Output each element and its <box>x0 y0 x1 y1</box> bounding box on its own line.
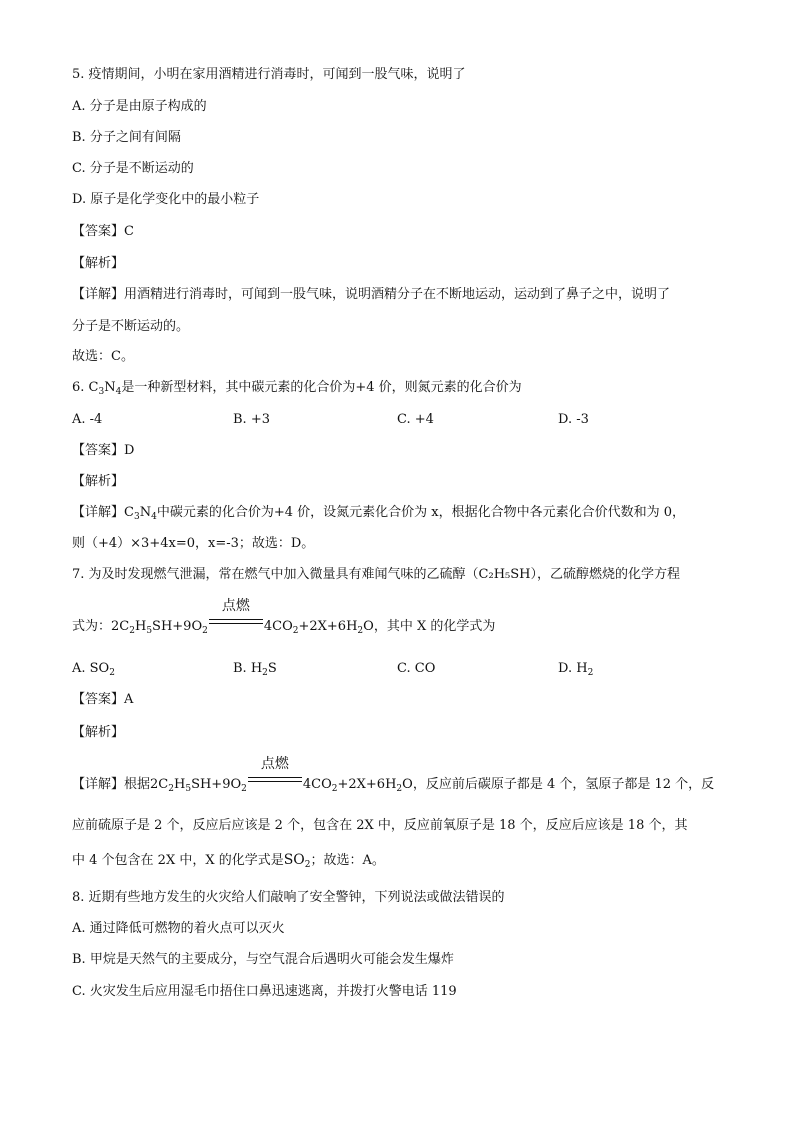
answer-value: A <box>124 692 134 707</box>
q5-option-a: A. 分子是由原子构成的 <box>72 99 207 114</box>
answer-tag: 【答案】 <box>72 224 125 239</box>
q7-answer <box>72 692 133 708</box>
q7-detail-line3 <box>72 852 385 869</box>
subscript: 5 <box>146 626 153 636</box>
q5-option-b: B. 分子之间有间隔 <box>72 130 181 145</box>
subscript: 2 <box>109 668 115 678</box>
answer-tag: 【答案】 <box>72 692 125 707</box>
q5-analysis-tag: 【解析】 <box>72 256 125 271</box>
chemical-equation <box>111 598 374 636</box>
eq-text: 2C <box>150 777 169 792</box>
subscript: 2 <box>331 784 338 794</box>
element-symbol: N <box>139 505 152 520</box>
q5-option-d: D. 原子是化学变化中的最小粒子 <box>72 192 260 207</box>
answer-value: C <box>124 224 134 239</box>
subscript: 2 <box>396 784 403 794</box>
detail-text: 中碳元素的化合价为+4 价，设氮元素化合价为 x，根据化合物中各元素化合价代数和为 0， <box>156 505 685 520</box>
chemical-equation <box>150 756 413 794</box>
q7-option-b <box>233 661 277 677</box>
q5-detail-line2: 分子是不断运动的。 <box>72 319 190 334</box>
option-label: A. SO <box>72 661 110 676</box>
eq-text: H <box>173 777 186 792</box>
detail-text: 用酒精进行消毒时，可闻到一股气味，说明酒精分子在不断地运动，运动到了鼻子之中，说明了 <box>124 287 671 302</box>
answer-tag: 【答案】 <box>72 443 125 458</box>
option-label: C. CO <box>397 661 436 676</box>
q6-option-a: A. -4 <box>72 412 103 427</box>
option-tail: S <box>267 661 277 676</box>
detail-tag: 【详解】 <box>72 505 125 520</box>
q6-stem <box>72 380 522 396</box>
option-label: D. H <box>558 661 588 676</box>
q7-stem-line1: 7. 为及时发现燃气泄漏，常在燃气中加入微量具有难闻气味的乙硫醇（C₂H₅SH），乙硫醇燃烧的化学方程 <box>72 567 680 582</box>
eq-text: +2X+6H <box>337 777 397 792</box>
reaction-arrow <box>248 756 302 788</box>
detail-tag: 【详解】 <box>72 287 125 302</box>
q5-option-c: C. 分子是不断运动的 <box>72 161 194 176</box>
subscript: 2 <box>241 784 247 794</box>
detail-text: ，反应前后碳原子都是 4 个，氢原子都是 12 个，反 <box>412 777 715 792</box>
subscript: 2 <box>587 668 594 678</box>
eq-text: 4CO <box>302 777 332 792</box>
q7-detail-line2: 应前硫原子是 2 个，反应后应该是 2 个，包含在 2X 中，反应前氧原子是 18 个，反应后应该是 18 个，其 <box>72 818 688 833</box>
q7-analysis-tag: 【解析】 <box>72 725 125 740</box>
q6-option-d: D. -3 <box>558 412 589 427</box>
reaction-condition: 点燃 <box>221 598 250 614</box>
reaction-condition: 点燃 <box>260 756 289 772</box>
subscript: 5 <box>185 784 192 794</box>
element-symbol: N <box>104 380 116 395</box>
detail-tag: 【详解】 <box>72 777 125 792</box>
eq-text: SH+9O <box>191 777 242 792</box>
q6-answer <box>72 443 134 459</box>
subscript: 2 <box>168 784 174 794</box>
q8-stem: 8. 近期有些地方发生的火灾给人们敲响了安全警钟，下列说法或做法错误的 <box>72 890 505 905</box>
subscript: 3 <box>98 387 105 397</box>
q6-detail-line2: 则（+4）×3+4x=0，x=-3；故选：D。 <box>72 536 315 551</box>
subscript: 4 <box>151 512 157 522</box>
q5-detail-line1 <box>72 287 670 303</box>
eq-text: O <box>363 619 374 634</box>
q7-option-d <box>558 661 593 677</box>
q8-option-b: B. 甲烷是天然气的主要成分，与空气混合后遇明火可能会发生爆炸 <box>72 952 454 967</box>
eq-text: +2X+6H <box>298 619 358 634</box>
q6-analysis-tag: 【解析】 <box>72 474 125 489</box>
q6-option-c: C. +4 <box>397 412 434 427</box>
eq-text: H <box>134 619 147 634</box>
subscript: 2 <box>262 668 268 678</box>
subscript: 3 <box>133 512 140 522</box>
subscript: 2 <box>202 626 208 636</box>
q7-stem-line2 <box>72 598 496 636</box>
q6-stem-text: 是一种新型材料，其中碳元素的化合价为+4 价，则氮元素的化合价为 <box>121 380 522 395</box>
q6-detail-line1 <box>72 505 685 521</box>
q8-option-a: A. 通过降低可燃物的着火点可以灭火 <box>72 921 285 936</box>
eq-text: O <box>402 777 413 792</box>
stem-suffix: ，其中 X 的化学式为 <box>373 619 496 634</box>
detail-text: 根据 <box>124 777 151 792</box>
double-bar <box>248 777 302 782</box>
eq-text: 2C <box>111 619 130 634</box>
subscript: 2 <box>357 626 364 636</box>
detail-text: 中 4 个包含在 2X 中，X 的化学式是 <box>72 853 284 868</box>
detail-text: ；故选：A。 <box>310 853 385 868</box>
double-bar <box>209 619 263 624</box>
q8-option-c: C. 火灾发生后应用湿毛巾捂住口鼻迅速逃离，并拨打火警电话 119 <box>72 984 457 999</box>
q6-num: 6. C <box>72 380 99 395</box>
q5-choose: 故选：C。 <box>72 349 134 364</box>
q6-option-b: B. +3 <box>233 412 270 427</box>
option-label: B. H <box>233 661 263 676</box>
answer-value: D <box>124 443 135 458</box>
reaction-arrow <box>209 598 263 630</box>
element-symbol: C <box>124 505 134 520</box>
subscript: 4 <box>115 387 122 397</box>
stem-prefix: 式为： <box>72 619 112 634</box>
q7-detail-line1 <box>72 756 715 794</box>
q5-stem: 5. 疫情期间，小明在家用酒精进行消毒时，可闻到一股气味，说明了 <box>72 67 466 82</box>
eq-text: 4CO <box>263 619 293 634</box>
subscript: 2 <box>292 626 299 636</box>
formula: SO <box>283 852 305 868</box>
subscript: 2 <box>129 626 135 636</box>
eq-text: SH+9O <box>152 619 203 634</box>
subscript: 2 <box>304 860 311 870</box>
q7-option-c <box>397 661 435 677</box>
q7-option-a <box>72 661 115 677</box>
q5-answer <box>72 224 134 240</box>
